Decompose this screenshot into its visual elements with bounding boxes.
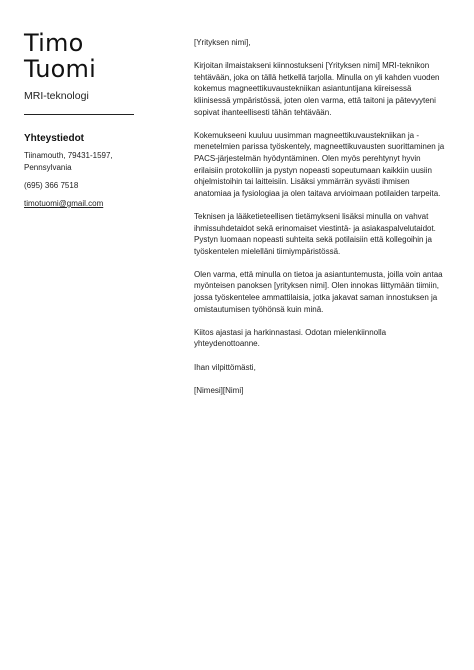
letter-closing: Ihan vilpittömästi,	[194, 362, 256, 372]
letter-paragraph: Teknisen ja lääketieteellisen tietämykseni lisäksi minulla on vahvat ihmissuhdetaidot sekä erinomaiset viestintä- ja asiakaspalvelutaidot. Pystyn luomaan nopeasti suhteita sekä potilaisiin että kollegoihin ja työskentelen mielelläni tiimiympäristössä.	[194, 211, 436, 256]
job-title: MRI-teknologi	[24, 90, 89, 102]
letter-signature: [Nimesi][Nimi]	[194, 385, 244, 395]
address-line-1: Tiinamouth, 79431-1597,	[24, 151, 113, 160]
email-link[interactable]: timotuomi@gmail.com	[24, 199, 104, 208]
address-line-2: Pennsylvania	[24, 163, 72, 172]
letter-paragraph: Kirjoitan ilmaistakseni kiinnostukseni [Yrityksen nimi] MRI-teknikon tehtävään, joka on tällä hetkellä tarjolla. Minulla on yli kahden vuoden kokemus magneettikuvaustekniikan asiantuntijana kiireisessä kliinisessä ympäristössä, joten olen varma, että taitoni ja pätevyyteni sopivat ihanteellisesti tähän tehtävään.	[194, 61, 440, 117]
last-name: Tuomi	[24, 55, 96, 83]
address	[24, 150, 136, 174]
letter-paragraph: Olen varma, että minulla on tietoa ja asiantuntemusta, joilla voin antaa myönteisen panoksen [yrityksen nimi]. Olen innokas liittymään tiimiin, jossa työskentelee ammattilaisia, jotka jakavat saman innostuksen ja omistautumisen työhönsä kuin minä.	[194, 269, 443, 314]
sidebar	[24, 30, 136, 210]
phone-number: (695) 366 7518	[24, 181, 79, 190]
first-name: Timo	[24, 29, 84, 57]
letter-greeting: [Yrityksen nimi],	[194, 38, 251, 47]
letter-paragraph: Kiitos ajastasi ja harkinnastasi. Odotan mielenkiinnolla yhteydenottoanne.	[194, 327, 387, 349]
letter-paragraph: Kokemukseeni kuuluu uusimman magneettikuvaustekniikan ja -menetelmien parissa työskentely, magneettikuvausten suorittaminen ja PACS-järjestelmän hyödyntäminen. Olen myös perehtynyt hyvin erilaisiin protokolliin ja pystyn nopeasti sopeutumaan kaikkiin uusiin ohjelmistoihin tai laitteisiin. Lisäksi ymmärrän syvästi ihmisen anatomiaa ja fysiologiaa ja olen taitava arvioimaan potilaiden tarpeita.	[194, 130, 445, 198]
contact-heading: Yhteystiedot	[24, 133, 85, 144]
letter-body	[194, 37, 449, 408]
divider	[24, 114, 134, 115]
